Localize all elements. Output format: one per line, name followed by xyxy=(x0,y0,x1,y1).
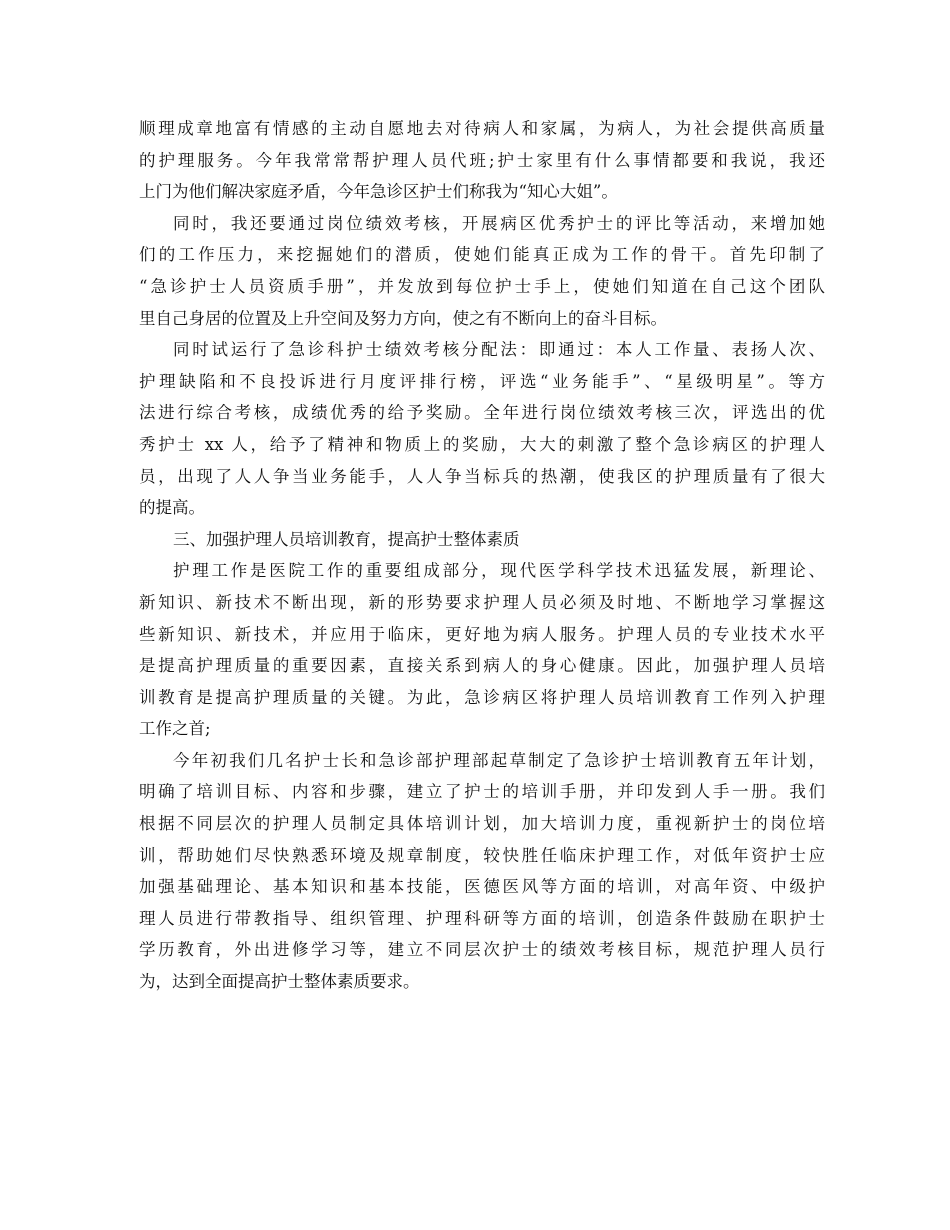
text-line: 同时，我还要通过岗位绩效考核，开展病区优秀护士的评比等活动，来增加她 xyxy=(173,213,825,233)
text-line: 训，帮助她们尽快熟悉环境及规章制度，较快胜任临床护理工作，对低年资护士应 xyxy=(139,845,825,865)
text-line: 根据不同层次的护理人员制定具体培训计划，加大培训力度，重视新护士的岗位培 xyxy=(139,814,825,834)
text-line: 为，达到全面提高护士整体素质要求。 xyxy=(139,972,420,992)
text-line: 学历教育，外出进修学习等，建立不同层次护士的绩效考核目标，规范护理人员行 xyxy=(139,940,825,960)
text-line: 工作之首; xyxy=(139,719,211,739)
text-line: 顺理成章地富有情感的主动自愿地去对待病人和家属，为病人，为社会提供高质量 xyxy=(139,119,825,138)
text-line: 护理工作是医院工作的重要组成部分，现代医学科学技术迅猛发展，新理论、 xyxy=(173,561,825,581)
text-line: 同时试运行了急诊科护士绩效考核分配法：即通过：本人工作量、表扬人次、 xyxy=(173,340,825,360)
text-line: 的提高。 xyxy=(139,498,205,518)
text-line: 加强基础理论、基本知识和基本技能，医德医风等方面的培训，对高年资、中级护 xyxy=(139,877,825,897)
text-line: 训教育是提高护理质量的关键。为此，急诊病区将护理人员培训教育工作列入护理 xyxy=(139,687,825,707)
text-line: 明确了培训目标、内容和步骤，建立了护士的培训手册，并印发到人手一册。我们 xyxy=(139,782,825,802)
text-line: 理人员进行带教指导、组织管理、护理科研等方面的培训，创造条件鼓励在职护士 xyxy=(139,908,825,928)
text-line: 员，出现了人人争当业务能手，人人争当标兵的热潮，使我区的护理质量有了很大 xyxy=(139,466,825,486)
text-line: 上门为他们解决家庭矛盾，今年急诊区护士们称我为“知心大姐”。 xyxy=(139,182,618,202)
text-line: 的护理服务。今年我常常帮护理人员代班;护士家里有什么事情都要和我说，我还 xyxy=(139,150,825,170)
text-line: 些新知识、新技术，并应用于临床，更好地为病人服务。护理人员的专业技术水平 xyxy=(139,624,825,644)
text-line: 是提高护理质量的重要因素，直接关系到病人的身心健康。因此，加强护理人员培 xyxy=(139,656,825,676)
text-line: 秀护士 xx 人，给予了精神和物质上的奖励，大大的刺激了整个急诊病区的护理人 xyxy=(139,434,825,454)
text-line: 新知识、新技术不断出现，新的形势要求护理人员必须及时地、不断地学习掌握这 xyxy=(139,592,825,612)
text-line: 三、加强护理人员培训教育，提高护士整体素质 xyxy=(173,529,520,549)
text-line: 今年初我们几名护士长和急诊部护理部起草制定了急诊护士培训教育五年计划， xyxy=(173,750,825,770)
text-line: 们的工作压力，来挖掘她们的潜质，使她们能真正成为工作的骨干。首先印制了 xyxy=(139,245,825,265)
text-line: 里自己身居的位置及上升空间及努力方向，使之有不断向上的奋斗目标。 xyxy=(139,308,667,328)
text-line: “急诊护士人员资质手册”，并发放到每位护士手上，使她们知道在自己这个团队 xyxy=(139,276,825,296)
document-body xyxy=(139,113,825,998)
text-line: 护理缺陷和不良投诉进行月度评排行榜，评选“业务能手”、“星级明星”。等方 xyxy=(139,371,825,391)
text-line: 法进行综合考核，成绩优秀的给予奖励。全年进行岗位绩效考核三次，评选出的优 xyxy=(139,403,825,423)
